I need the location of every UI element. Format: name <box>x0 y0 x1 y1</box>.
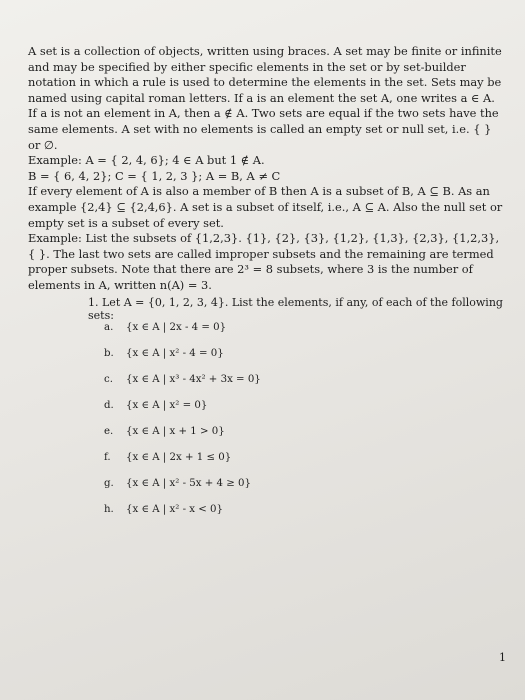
item-expression: {x ∈ A | x² - 5x + 4 ≥ 0} <box>126 478 251 489</box>
problem-item <box>104 320 484 346</box>
item-label: b. <box>104 348 114 359</box>
item-expression: {x ∈ A | x² - 4 = 0} <box>126 348 224 359</box>
problem-statement <box>88 296 525 322</box>
item-expression: {x ∈ A | 2x + 1 ≤ 0} <box>126 452 232 463</box>
item-label: d. <box>104 400 114 411</box>
problem-text: Let A = {0, 1, 2, 3, 4}. List the elements, if any, of each of the following sets: <box>88 296 503 322</box>
item-label: h. <box>104 504 114 515</box>
item-label: e. <box>104 426 114 437</box>
problem-item <box>104 502 484 528</box>
subset-definition: If every element of A is also a member of B then A is a subset of B, A ⊆ B. As an example {2,4} ⊆ {2,4,6}. A set is a subset of itself, i.e., A ⊆ A. Also the null set or empty set is a subset of every set. <box>28 184 503 230</box>
item-expression: {x ∈ A | 2x - 4 = 0} <box>126 322 227 333</box>
item-label: f. <box>104 452 111 463</box>
item-expression: {x ∈ A | x² = 0} <box>126 400 208 411</box>
subsets-example: Example: List the subsets of {1,2,3}. {1}, {2}, {3}, {1,2}, {1,3}, {2,3}, {1,2,3}, { }. The last two sets are called improper subsets and the remaining are termed proper subsets. Note that there are 2³ = 8 subsets, where 3 is the number of elements in A, written n(A) = 3. <box>28 231 500 292</box>
problem-item-list <box>104 320 484 528</box>
problem-item <box>104 346 484 372</box>
item-expression: {x ∈ A | x³ - 4x² + 3x = 0} <box>126 374 261 385</box>
item-label: g. <box>104 478 114 489</box>
problem-item <box>104 398 484 424</box>
item-label: a. <box>104 322 114 333</box>
item-expression: {x ∈ A | x² - x < 0} <box>126 504 223 515</box>
problem-number: 1. <box>88 296 99 309</box>
example-sets-b-c: B = { 6, 4, 2}; C = { 1, 2, 3 }; A = B, A ≠ C <box>28 168 281 183</box>
problem-item <box>104 372 484 398</box>
example-sets-a: Example: A = { 2, 4, 6}; 4 ∈ A but 1 ∉ A. <box>28 153 265 168</box>
page-number: 1 <box>499 651 506 664</box>
problem-item <box>104 424 484 450</box>
intro-paragraph: A set is a collection of objects, written using braces. A set may be finite or infinite and may be specified by either specific elements in the set or by set-builder notation in which a rule is used to determine the elements in the set. Sets may be named using capital roman letters. If a is an element the set A, one writes a ∈ A. If a is not an element in A, then a ∉ A. Two sets are equal if the two sets have the same elements. A set with no elements is called an empty set or null set, i.e. { } or ∅. <box>28 44 502 152</box>
item-expression: {x ∈ A | x + 1 > 0} <box>126 426 225 437</box>
problem-item <box>104 450 484 476</box>
problem-item <box>104 476 484 502</box>
item-label: c. <box>104 374 113 385</box>
intro-section <box>28 44 506 294</box>
